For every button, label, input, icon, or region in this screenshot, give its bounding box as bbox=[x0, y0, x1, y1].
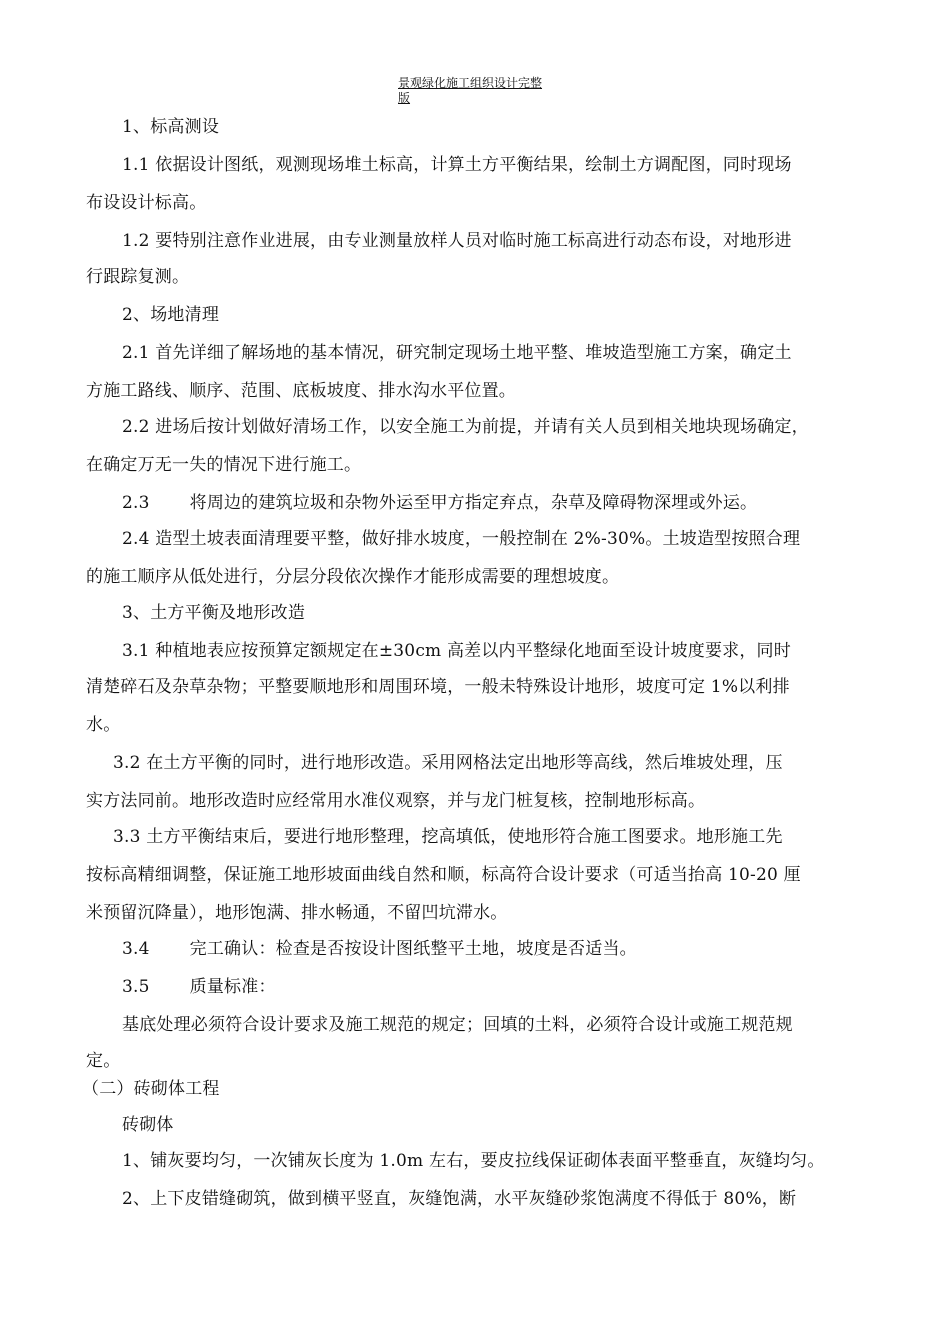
paragraph-1-2-line-2: 行跟踪复测。 bbox=[86, 267, 190, 287]
paragraph-3-2-line-2: 实方法同前。地形改造时应经常用水准仪观察，并与龙门桩复核，控制地形标高。 bbox=[86, 791, 706, 811]
paragraph-3-1-line-1: 3.1 种植地表应按预算定额规定在±30cm 高差以内平整绿化地面至设计坡度要求，同时 bbox=[122, 641, 791, 661]
paragraph-3-3-line-1: 3.3 土方平衡结束后，要进行地形整理，挖高填低，使地形符合施工图要求。地形施工先 bbox=[113, 827, 783, 847]
paragraph-3-3-line-2: 按标高精细调整，保证施工地形坡面曲线自然和顺，标高符合设计要求（可适当抬高 10-20 厘 bbox=[86, 865, 801, 885]
section-heading-2: 2、场地清理 bbox=[122, 305, 220, 325]
masonry-item-2: 2、上下皮错缝砌筑，做到横平竖直，灰缝饱满，水平灰缝砂浆饱满度不得低于 80%，断 bbox=[122, 1189, 797, 1209]
paragraph-3-4-number: 3.4 bbox=[122, 939, 150, 959]
paragraph-3-5-number: 3.5 bbox=[122, 977, 150, 997]
paragraph-3-1-line-2: 清楚碎石及杂草杂物；平整要顺地形和周围环境，一般未特殊设计地形，坡度可定 1%以利排 bbox=[86, 677, 790, 697]
section-heading-3: 3、土方平衡及地形改造 bbox=[122, 603, 306, 623]
paragraph-2-2-line-1: 2.2 进场后按计划做好清场工作，以安全施工为前提，并请有关人员到相关地块现场确定， bbox=[122, 417, 809, 437]
paragraph-3-5-text: 质量标准： bbox=[189, 977, 276, 997]
paragraph-2-3-text: 将周边的建筑垃圾和杂物外运至甲方指定弃点，杂草及障碍物深埋或外运。 bbox=[189, 493, 758, 513]
paragraph-1-2-line-1: 1.2 要特别注意作业进展，由专业测量放样人员对临时施工标高进行动态布设，对地形进 bbox=[122, 231, 792, 251]
quality-standard-line-1: 基底处理必须符合设计要求及施工规范的规定；回填的土料，必须符合设计或施工规范规 bbox=[122, 1015, 793, 1035]
quality-standard-line-2: 定。 bbox=[86, 1051, 121, 1071]
paragraph-2-1-line-1: 2.1 首先详细了解场地的基本情况，研究制定现场土地平整、堆坡造型施工方案，确定土 bbox=[122, 343, 792, 363]
paragraph-3-4-text: 完工确认：检查是否按设计图纸整平土地，坡度是否适当。 bbox=[189, 939, 637, 959]
title-line-2: 版 bbox=[398, 91, 411, 105]
document-title bbox=[398, 76, 578, 106]
paragraph-3-2-line-1: 3.2 在土方平衡的同时，进行地形改造。采用网格法定出地形等高线，然后堆坡处理，压 bbox=[113, 753, 783, 773]
paragraph-1-1-line-1: 1.1 依据设计图纸，观测现场堆土标高，计算土方平衡结果，绘制土方调配图，同时现场 bbox=[122, 155, 792, 175]
section-heading-1: 1、标高测设 bbox=[122, 117, 220, 137]
paragraph-1-1-line-2: 布设设计标高。 bbox=[86, 193, 207, 213]
title-line-1: 景观绿化施工组织设计完整 bbox=[398, 76, 543, 90]
paragraph-2-2-line-2: 在确定万无一失的情况下进行施工。 bbox=[86, 455, 362, 475]
paragraph-2-4-line-2: 的施工顺序从低处进行，分层分段依次操作才能形成需要的理想坡度。 bbox=[86, 567, 620, 587]
paragraph-3-3-line-3: 米预留沉降量），地形饱满、排水畅通，不留凹坑滞水。 bbox=[86, 903, 508, 923]
paragraph-2-1-line-2: 方施工路线、顺序、范围、底板坡度、排水沟水平位置。 bbox=[86, 381, 516, 401]
paragraph-3-4 bbox=[122, 930, 912, 968]
paragraph-3-5 bbox=[122, 968, 912, 1006]
subheading-masonry: 砖砌体 bbox=[122, 1115, 174, 1135]
paragraph-2-3-number: 2.3 bbox=[122, 493, 150, 513]
section-heading-masonry: （二）砖砌体工程 bbox=[82, 1079, 220, 1099]
paragraph-3-1-line-3: 水。 bbox=[86, 715, 121, 735]
masonry-item-1: 1、铺灰要均匀，一次铺灰长度为 1.0m 左右，要皮拉线保证砌体表面平整垂直，灰缝均匀。 bbox=[122, 1151, 825, 1171]
paragraph-2-4-line-1: 2.4 造型土坡表面清理要平整，做好排水坡度，一般控制在 2%-30%。土坡造型按照合理 bbox=[122, 529, 801, 549]
paragraph-2-3 bbox=[122, 484, 912, 522]
